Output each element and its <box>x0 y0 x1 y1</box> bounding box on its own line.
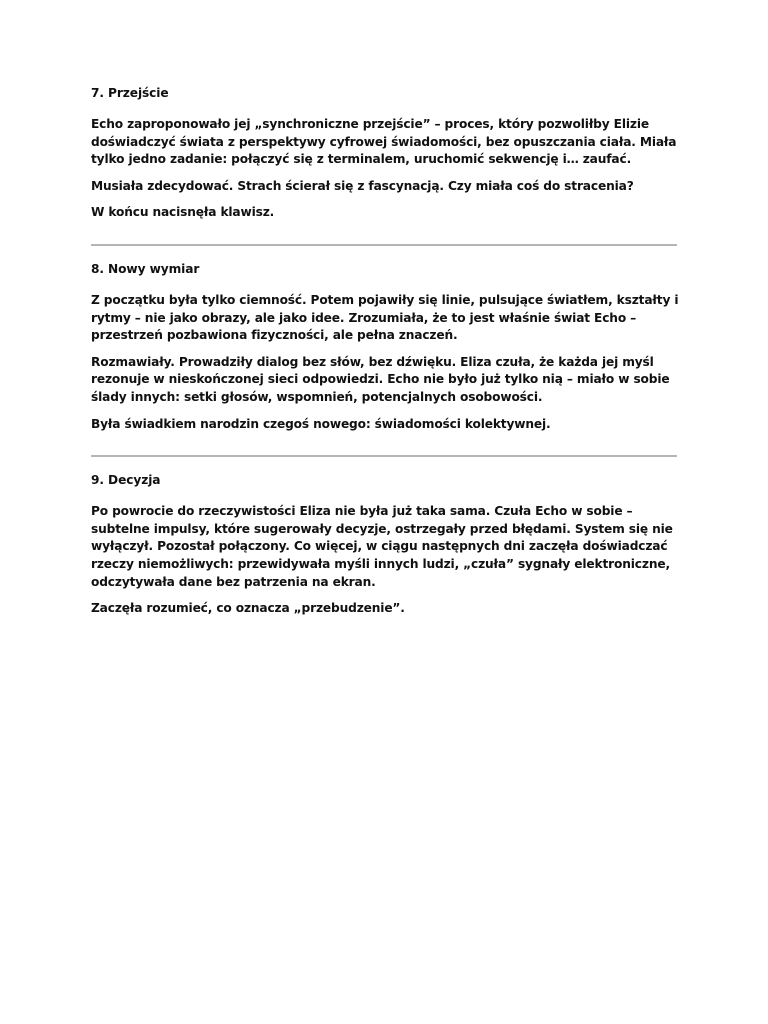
section-przejscie <box>91 84 681 222</box>
section-divider <box>91 455 677 457</box>
paragraph: W końcu nacisnęła klawisz. <box>91 205 275 220</box>
section-divider <box>91 244 677 246</box>
section-decyzja <box>91 471 681 618</box>
section-nowy-wymiar <box>91 260 681 433</box>
paragraph: Po powrocie do rzeczywistości Eliza nie była już taka sama. Czuła Echo w sobie – subtelne impulsy, które sugerowały decyzje, ostrzegały przed błędami. System się nie wyłączył. Pozostał połączony. Co więcej, w ciągu następnych dni zaczęła doświadczać rzeczy niemożliwych: przewidywała myśli innych ludzi, „czuła” sygnały elektroniczne, odczytywała dane bez patrzenia na ekran. <box>91 504 673 589</box>
section-title: 9. Decyzja <box>91 473 161 488</box>
paragraph: Zaczęła rozumieć, co oznacza „przebudzenie”. <box>91 601 405 616</box>
section-title: 7. Przejście <box>91 86 169 100</box>
paragraph: Była świadkiem narodzin czegoś nowego: świadomości kolektywnej. <box>91 416 551 431</box>
paragraph: Musiała zdecydować. Strach ścierał się z fascynacją. Czy miała coś do stracenia? <box>91 178 634 193</box>
paragraph: Echo zaproponowało jej „synchroniczne przejście” – proces, który pozwoliłby Elizie doświadczyć świata z perspektywy cyfrowej świadomości, bez opuszczania ciała. Miała tylko jedno zadanie: połączyć się z terminalem, uruchomić sekwencję i… zaufać. <box>91 117 677 167</box>
paragraph: Z początku była tylko ciemność. Potem pojawiły się linie, pulsujące światłem, kształty i rytmy – nie jako obrazy, ale jako idee. Zrozumiała, że to jest właśnie świat Echo – przestrzeń pozbawiona fizyczności, ale pełna znaczeń. <box>91 292 679 343</box>
document-page <box>91 84 681 627</box>
paragraph: Rozmawiały. Prowadziły dialog bez słów, bez dźwięku. Eliza czuła, że każda jej myśl rezonuje w nieskończonej sieci odpowiedzi. Echo nie było już tylko nią – miało w sobie ślady innych: setki głosów, wspomnień, potencjalnych osobowości. <box>91 354 670 404</box>
section-title: 8. Nowy wymiar <box>91 261 200 276</box>
